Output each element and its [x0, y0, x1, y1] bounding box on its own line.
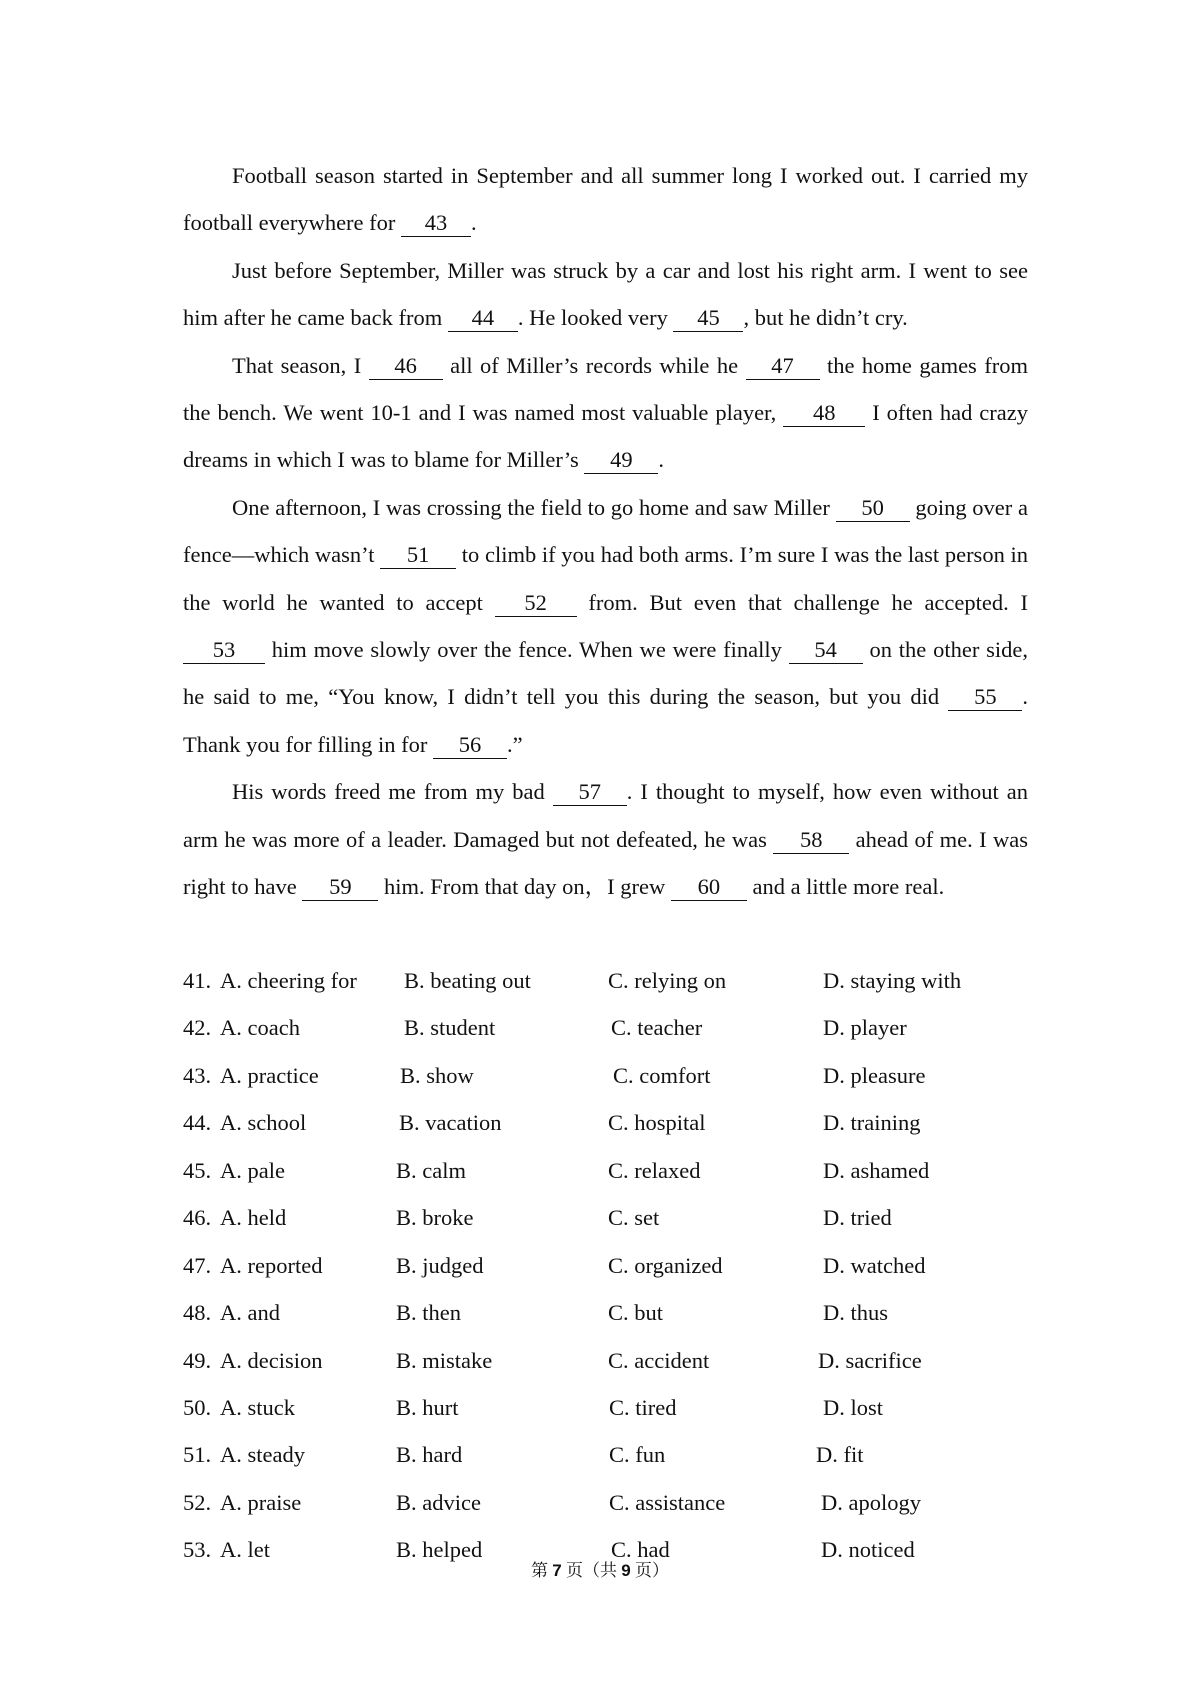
passage-paragraph	[183, 484, 1028, 768]
blank-48: 48	[783, 400, 865, 427]
question-number: 45.	[183, 1157, 212, 1183]
option-a: A. cheering for	[220, 968, 357, 993]
blank-46: 46	[369, 353, 443, 380]
option-c: C. had	[611, 1537, 670, 1563]
footer-text: 页（共	[566, 1561, 617, 1580]
passage-text: ahead of me. I was right to have	[183, 826, 1028, 900]
option-b: B. calm	[396, 1157, 466, 1183]
option-c: C. assistance	[609, 1489, 726, 1515]
option-c: C. set	[608, 1205, 660, 1231]
question-row-46	[183, 1194, 1028, 1241]
option-c: C. but	[608, 1300, 664, 1326]
question-row-43	[183, 1052, 1028, 1099]
passage-paragraph	[183, 247, 1028, 342]
question-row-52	[183, 1479, 1028, 1526]
blank-53: 53	[183, 637, 265, 664]
option-d: D. sacrifice	[818, 1347, 922, 1373]
passage-text: on the other side, he said to me, “You know, I didn’t tell you this during the season, but you did	[183, 637, 1028, 710]
option-a: A. pale	[220, 1157, 285, 1183]
option-a: A. and	[220, 1300, 280, 1326]
option-b: B. judged	[396, 1252, 484, 1278]
option-b: B. vacation	[399, 1110, 502, 1136]
option-b: B. student	[404, 1015, 496, 1041]
question-row-42	[183, 1004, 1028, 1051]
question-number: 50.	[183, 1394, 212, 1420]
answer-options	[183, 957, 1028, 1574]
question-row-44	[183, 1099, 1028, 1146]
question-row-50	[183, 1384, 1028, 1431]
footer-text: 第	[531, 1561, 549, 1580]
option-c: C. teacher	[611, 1015, 703, 1041]
blank-44: 44	[448, 305, 518, 332]
option-a: A. practice	[220, 1062, 319, 1088]
question-row-47	[183, 1242, 1028, 1289]
question-row-48	[183, 1289, 1028, 1336]
option-c: C. fun	[609, 1442, 666, 1468]
question-number: 43.	[183, 1062, 212, 1088]
option-d: D. fit	[816, 1442, 864, 1468]
blank-45: 45	[673, 305, 743, 332]
option-d: D. noticed	[821, 1537, 915, 1563]
option-a: A. school	[220, 1110, 307, 1136]
option-d: D. lost	[823, 1394, 884, 1420]
blank-58: 58	[773, 827, 849, 854]
passage-text: from. But even that challenge he accepted. I	[576, 589, 1028, 615]
question-number: 53.	[183, 1537, 212, 1563]
question-row-45	[183, 1147, 1028, 1194]
option-d: D. player	[823, 1015, 907, 1041]
option-b: B. helped	[396, 1537, 483, 1563]
blank-49: 49	[584, 447, 658, 474]
passage-text: . I thought to myself, how even without an arm he was more of a leader. Damaged but not defeated, he was	[183, 779, 1028, 852]
question-row-49	[183, 1337, 1028, 1384]
question-number: 52.	[183, 1489, 212, 1515]
passage-text: . Thank you for filling in for	[183, 684, 1028, 757]
passage-text: all of Miller’s records while he	[442, 352, 746, 378]
option-a: A. steady	[220, 1442, 305, 1468]
blank-43: 43	[401, 210, 471, 237]
passage-text: That season, I	[232, 352, 369, 378]
option-c: C. relaxed	[608, 1157, 701, 1183]
option-c: C. organized	[608, 1252, 723, 1278]
option-b: B. hard	[396, 1442, 463, 1468]
question-number: 48.	[183, 1300, 212, 1326]
option-d: D. tried	[823, 1205, 892, 1231]
passage-text: .”	[506, 731, 523, 757]
passage-text: .	[658, 447, 664, 473]
option-c: C. tired	[609, 1394, 677, 1420]
blank-59: 59	[302, 874, 378, 901]
passage-paragraph	[183, 342, 1028, 484]
question-number: 47.	[183, 1252, 212, 1278]
blank-54: 54	[789, 637, 863, 664]
question-number: 44.	[183, 1110, 212, 1136]
option-b: B. hurt	[396, 1394, 459, 1420]
blank-56: 56	[433, 732, 507, 759]
passage-text: and a little more real.	[746, 874, 945, 900]
question-number: 42.	[183, 1015, 212, 1041]
option-a: A. stuck	[220, 1394, 295, 1420]
option-d: D. training	[823, 1110, 921, 1136]
question-number: 41.	[183, 968, 212, 993]
blank-57: 57	[553, 779, 627, 806]
passage-text: him. From that day on，I grew	[378, 874, 671, 900]
blank-52: 52	[495, 590, 577, 617]
option-b: B. advice	[396, 1489, 481, 1515]
option-a: A. praise	[220, 1489, 302, 1515]
footer-text: 页）	[634, 1561, 669, 1580]
passage-text: the home games from the bench. We went 10-1 and I was named most valuable player,	[183, 352, 1028, 426]
page-number: 7	[552, 1561, 562, 1580]
option-d: D. ashamed	[823, 1157, 930, 1183]
option-c: C. relying on	[608, 968, 727, 993]
passage-text: One afternoon, I was crossing the field to go home and saw Miller	[232, 494, 836, 520]
question-number: 46.	[183, 1205, 212, 1231]
option-a: A. coach	[220, 1015, 300, 1041]
passage-text: going over a fence—which wasn’t	[183, 494, 1028, 568]
option-d: D. apology	[821, 1489, 921, 1515]
question-number: 49.	[183, 1347, 212, 1373]
blank-51: 51	[380, 542, 456, 569]
option-d: D. thus	[823, 1300, 889, 1326]
total-pages: 9	[621, 1561, 631, 1580]
passage-text: to climb if you had both arms. I’m sure I was the last person in the world he wanted to accept	[183, 542, 1028, 615]
passage-text: . He looked very	[517, 305, 674, 331]
option-b: B. show	[400, 1062, 474, 1088]
passage-paragraph	[183, 768, 1028, 910]
passage-paragraph	[183, 152, 1028, 247]
option-a: A. decision	[220, 1347, 323, 1373]
option-a: A. reported	[220, 1252, 323, 1278]
passage-text: .	[471, 210, 477, 236]
blank-50: 50	[836, 495, 910, 522]
blank-60: 60	[671, 874, 747, 901]
question-row-41	[183, 957, 1028, 1004]
option-a: A. held	[220, 1205, 287, 1231]
option-c: C. hospital	[608, 1110, 706, 1136]
question-row-51	[183, 1431, 1028, 1478]
blank-55: 55	[948, 684, 1022, 711]
option-b: B. then	[396, 1300, 461, 1326]
blank-47: 47	[746, 353, 820, 380]
option-d: D. watched	[823, 1252, 926, 1278]
option-b: B. broke	[396, 1205, 474, 1231]
passage-text: , but he didn’t cry.	[743, 305, 908, 331]
passage-text: I often had crazy dreams in which I was to blame for Miller’s	[183, 400, 1028, 473]
question-number: 51.	[183, 1442, 212, 1468]
cloze-passage	[183, 152, 1028, 911]
option-c: C. accident	[608, 1347, 710, 1373]
passage-text: His words freed me from my bad	[232, 779, 553, 805]
option-d: D. pleasure	[823, 1062, 926, 1088]
option-b: B. mistake	[396, 1347, 493, 1373]
passage-text: Football season started in September and all summer long I worked out. I carried my football everywhere for	[183, 163, 1028, 236]
option-b: B. beating out	[404, 968, 531, 993]
option-d: D. staying with	[823, 968, 962, 993]
option-a: A. let	[220, 1537, 270, 1563]
option-c: C. comfort	[613, 1062, 711, 1088]
page-footer	[0, 1556, 1200, 1581]
passage-text: Just before September, Miller was struck by a car and lost his right arm. I went to see him after he came back from	[183, 257, 1028, 331]
passage-text: him move slowly over the fence. When we were finally	[265, 637, 789, 663]
